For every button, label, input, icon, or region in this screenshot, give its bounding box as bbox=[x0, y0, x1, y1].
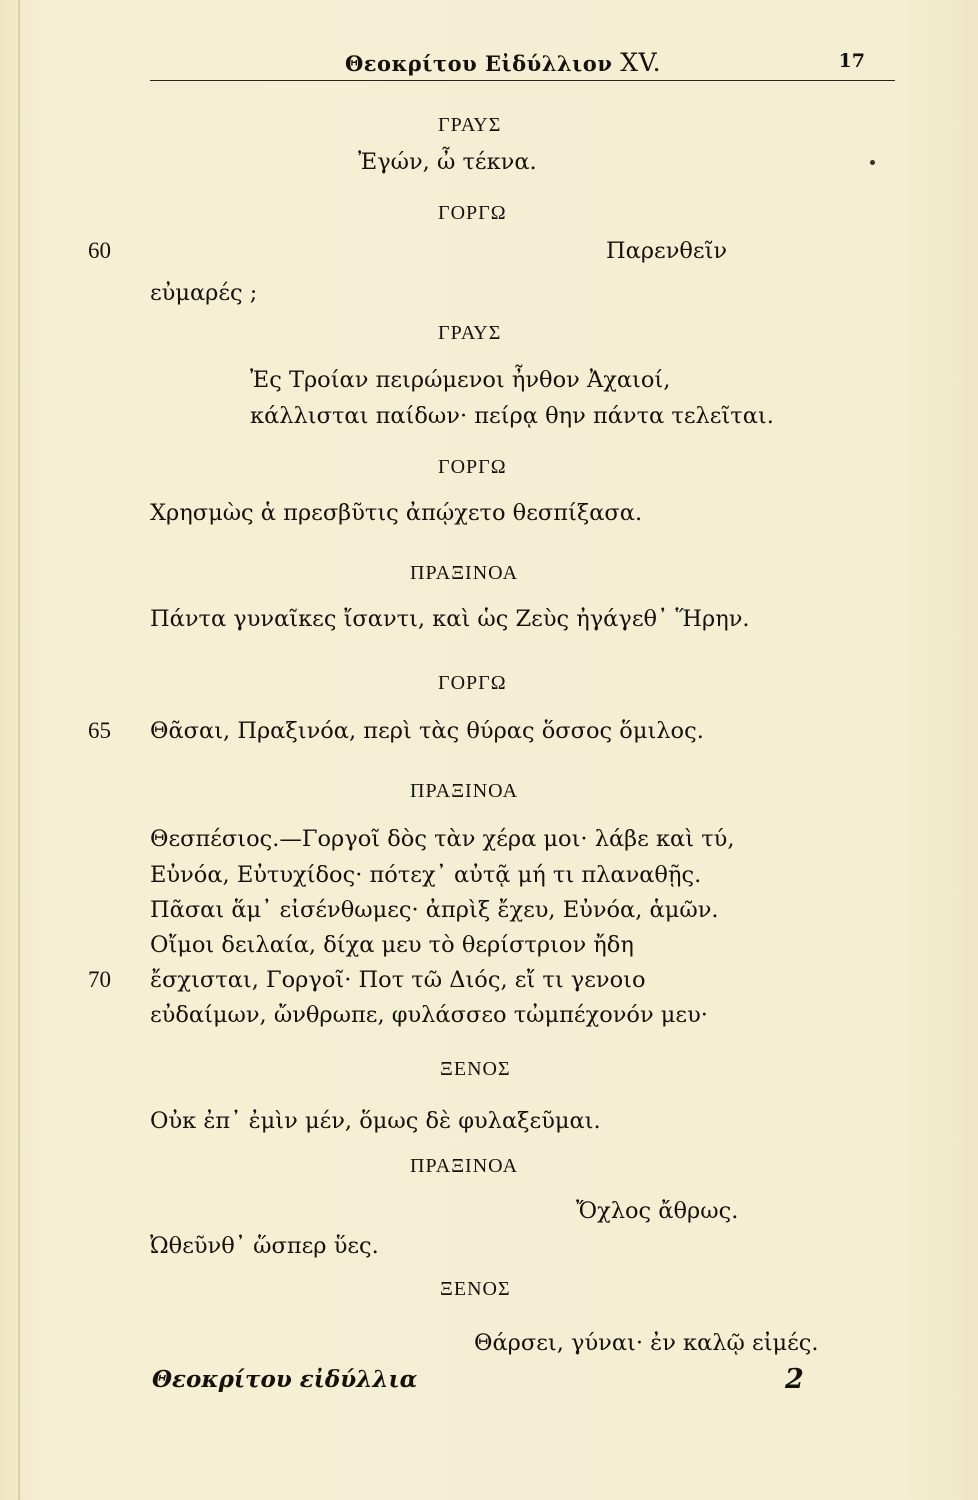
verse-line: Οὐκ ἐπ᾽ ἐμὶν μέν, ὅμως δὲ φυλαξεῦμαι. bbox=[150, 1108, 601, 1134]
verse-line: Θᾶσαι, Πραξινόα, περὶ τὰς θύρας ὅσσος ὅμιλος. bbox=[150, 718, 704, 744]
verse-line: Χρησμὼς ἁ πρεσβῦτις ἀπῴχετο θεσπίξασα. bbox=[150, 500, 643, 526]
footer-book-title: Θεοκρίτου εἰδύλλια bbox=[152, 1366, 418, 1393]
speaker-label: ΓΡΑΥΣ bbox=[438, 114, 502, 136]
verse-line: Ὄχλος ἄθρως. bbox=[576, 1198, 739, 1224]
idyll-number: XV. bbox=[620, 48, 662, 77]
verse-line: Ἐγών, ὦ τέκνα. bbox=[358, 149, 537, 175]
verse-line: εὐδαίμων, ὤνθρωπε, φυλάσσεο τὠμπέχονόν μευ· bbox=[150, 1002, 708, 1028]
speaker-label: ΓΡΑΥΣ bbox=[438, 322, 502, 344]
ink-spot bbox=[870, 160, 875, 165]
page-header bbox=[150, 44, 895, 81]
verse-line: Θεσπέσιος.—Γοργοῖ δὸς τὰν χέρα μοι· λάβε καὶ τύ, bbox=[150, 826, 735, 852]
speaker-label: ΞΕΝΟΣ bbox=[440, 1278, 511, 1300]
verse-line: Θάρσει, γύναι· ἐν καλῷ εἰμές. bbox=[474, 1330, 819, 1356]
verse-line: Οἴμοι δειλαία, δίχα μευ τὸ θερίστριον ἤδη bbox=[150, 932, 634, 958]
speaker-label: ΞΕΝΟΣ bbox=[440, 1058, 511, 1080]
verse-line: Πάντα γυναῖκες ἴσαντι, καὶ ὡς Ζεὺς ἠγάγεθ᾽ Ἥρην. bbox=[150, 606, 750, 632]
line-number: 70 bbox=[88, 967, 111, 992]
running-head-text: Θεοκρίτου Εἰδύλλιον bbox=[345, 51, 613, 76]
verse-line: Πᾶσαι ἅμ᾽ εἰσένθωμες· ἀπρὶξ ἔχευ, Εὐνόα, ἁμῶν. bbox=[150, 897, 719, 923]
speaker-label: ΠΡΑΞΙΝΟΑ bbox=[410, 1155, 519, 1177]
speaker-label: ΠΡΑΞΙΝΟΑ bbox=[410, 780, 519, 802]
speaker-label: ΓΟΡΓΩ bbox=[438, 456, 507, 478]
page-number: 17 bbox=[838, 50, 865, 72]
verse-line: εὐμαρές ; bbox=[150, 280, 258, 306]
verse-line: Ὠθεῦνθ᾽ ὥσπερ ὕες. bbox=[150, 1233, 379, 1259]
verse-line: κάλλισται παίδων· πείρᾳ θην πάντα τελεῖται. bbox=[250, 403, 774, 429]
signature-mark: 2 bbox=[785, 1364, 804, 1395]
verse-line: ἔσχισται, Γοργοῖ· Ποτ τῶ Διός, εἴ τι γενοιο bbox=[150, 967, 646, 993]
line-number: 65 bbox=[88, 718, 111, 743]
page-edge bbox=[18, 0, 20, 1500]
speaker-label: ΓΟΡΓΩ bbox=[438, 202, 507, 224]
speaker-label: ΓΟΡΓΩ bbox=[438, 672, 507, 694]
verse-line: Ἐς Τροίαν πειρώμενοι ἦνθον Ἀχαιοί, bbox=[250, 367, 671, 393]
running-head bbox=[345, 48, 661, 77]
line-number: 60 bbox=[88, 238, 111, 263]
speaker-label: ΠΡΑΞΙΝΟΑ bbox=[410, 562, 519, 584]
verse-line: Εὐνόα, Εὐτυχίδος· πότεχ᾽ αὐτᾷ μή τι πλαναθῇς. bbox=[150, 862, 702, 888]
verse-line: Παρενθεῖν bbox=[606, 238, 728, 264]
